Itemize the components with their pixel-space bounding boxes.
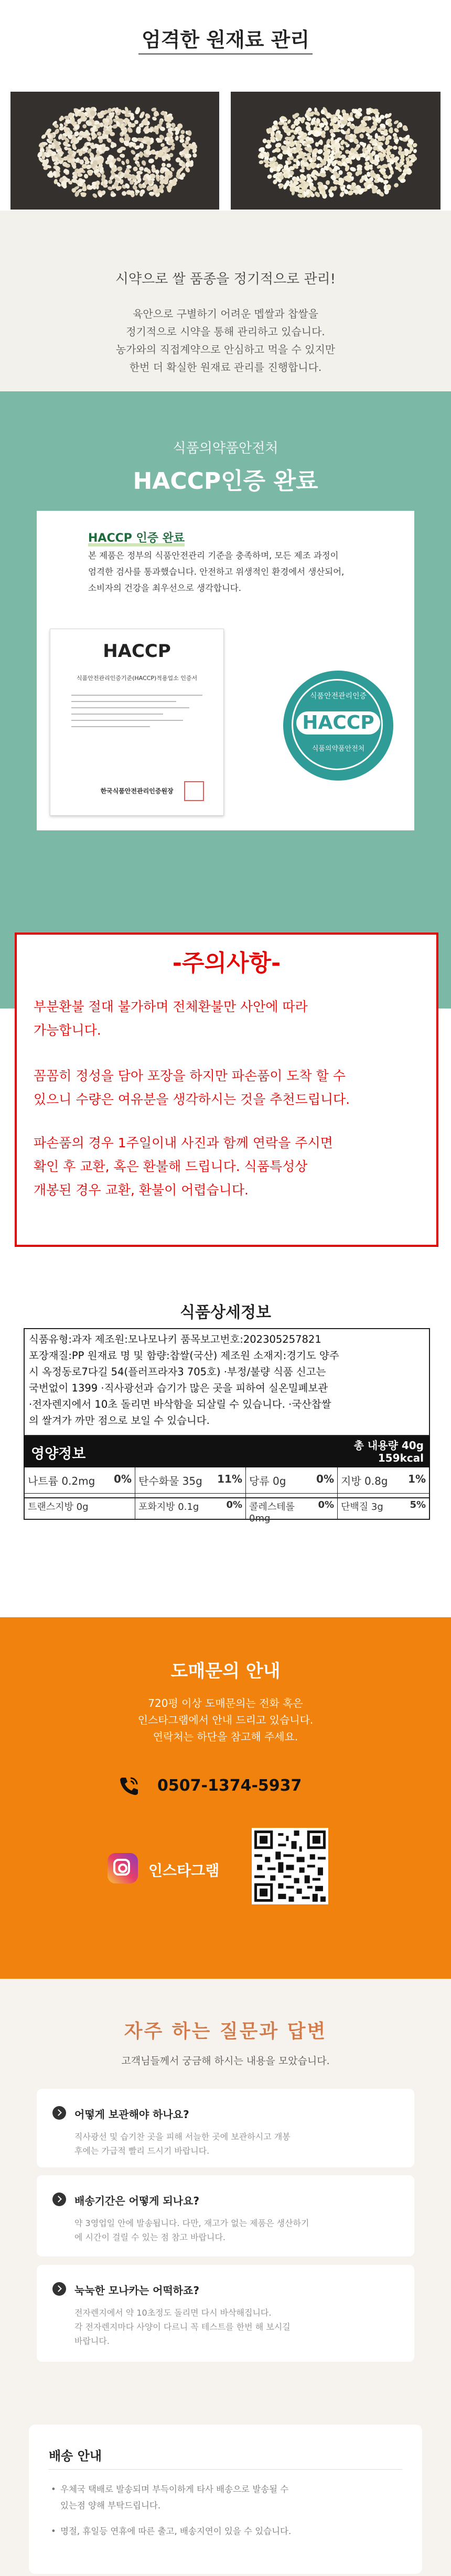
haccp-card-body: 본 제품은 정부의 식품안전관리 기준을 충족하며, 모든 제조 과정이 엄격한 검사를 통과했습니다. 안전하고 위생적인 환경에서 생산되어, 소비자의 건강을 최우선으로 생각합니다. <box>88 551 345 593</box>
shipping-item-cont: 있는점 양해 부탁드립니다. <box>60 2501 161 2511</box>
rice-grain <box>393 182 400 188</box>
rice-grain <box>289 180 293 184</box>
faq-item[interactable] <box>37 2265 414 2362</box>
faq-question: 배송기간은 어떻게 되나요? <box>74 2195 200 2207</box>
rice-grain <box>265 144 272 149</box>
nutrition-header <box>24 1436 430 1467</box>
shipping-divider <box>49 2469 402 2470</box>
faq-answer: 전자렌지에서 약 10초정도 돌리면 다시 바삭해집니다. 각 전자렌지마다 사양이 다르니 꼭 테스트를 한번 해 보시길 바랍니다. <box>74 2308 291 2346</box>
rice-grain <box>266 173 273 180</box>
rice-grain <box>293 181 298 184</box>
rice-grain <box>394 156 400 161</box>
rice-grain <box>178 133 185 140</box>
instagram-icon <box>108 1853 138 1883</box>
rice-grain <box>70 160 75 166</box>
rice-grain <box>130 180 134 185</box>
wholesale-title: 도매문의 안내 <box>170 1661 281 1682</box>
haccp-logo-arc: 식품안전관리인증 <box>309 692 367 700</box>
notice-box <box>15 933 438 1247</box>
wholesale-body: 720평 이상 도매문의는 전화 혹은 인스타그램에서 안내 드리고 있습니다. 연락처는 하단을 참고해 주세요. <box>137 1697 314 1743</box>
phone-number[interactable]: 0507-1374-5937 <box>157 1777 302 1795</box>
rice-grain <box>325 180 330 185</box>
faq-subtitle: 고객님들께서 궁금해 하시는 내용을 모았습니다. <box>121 2055 330 2067</box>
rice-grain <box>380 157 384 161</box>
rice-grain <box>382 164 389 169</box>
nutrition-title: 영양정보 <box>31 1446 86 1462</box>
rice-grain <box>378 117 381 122</box>
nutrition-kcal: 159kcal <box>378 1452 424 1464</box>
rice-grain <box>187 129 192 136</box>
haccp-certificate <box>50 629 224 816</box>
rice-grain <box>121 160 126 166</box>
chevron-right-icon <box>52 2193 66 2206</box>
rice-grain <box>72 175 78 180</box>
haccp-logo-mark: HACCP <box>296 711 380 735</box>
reagent-body: 육안으로 구별하기 어려운 멥쌀과 찹쌀을 정기적으로 시약을 통해 관리하고 있습니다. 농가와의 직접계약으로 안심하고 먹을 수 있지만 한번 더 확실한 원재료 관리를 진행합니다. <box>115 308 336 374</box>
instagram-link[interactable] <box>108 1853 220 1884</box>
reagent-headline: 시약으로 쌀 품종을 정기적으로 관리! <box>115 271 336 287</box>
shipping-title: 배송 안내 <box>49 2449 102 2463</box>
rice-grain <box>116 166 123 172</box>
rice-grain <box>175 135 179 141</box>
faq-question: 어떻게 보관해야 하나요? <box>74 2108 189 2121</box>
rice-grain <box>345 134 348 140</box>
rice-grain <box>159 119 163 125</box>
shipping-card <box>29 2425 422 2574</box>
rice-grain <box>111 112 115 118</box>
shipping-list <box>51 2481 291 2539</box>
reagent-section <box>0 211 451 391</box>
instagram-label[interactable]: 인스타그램 <box>148 1862 220 1879</box>
rice-grain <box>400 154 404 159</box>
faq-section <box>0 1979 451 2407</box>
rice-grain <box>413 149 417 154</box>
rice-grain <box>133 156 139 161</box>
rice-grain <box>130 149 136 155</box>
rice-grain <box>341 109 346 114</box>
certificate-heading: HACCP <box>103 641 171 662</box>
haccp-subtitle: 식품의약품안전처 <box>173 441 278 456</box>
notice-paragraph-3: 파손품의 경우 1주일이내 사진과 함께 연락을 주시면 확인 후 교환, 혹은 환불해 드립니다. 식품특성상 개봉된 경우 교환, 환불이 어렵습니다. <box>34 1135 333 1198</box>
rice-grain <box>139 192 144 197</box>
rice-grain <box>148 158 154 163</box>
nutrition-total: 총 내용량 40g <box>353 1439 424 1452</box>
qr-code-image <box>252 1828 328 1904</box>
rice-grain <box>259 160 264 165</box>
haccp-title: HACCP인증 완료 <box>133 468 318 495</box>
rice-grain <box>103 184 108 188</box>
certificate-lines <box>71 689 202 752</box>
wholesale-section <box>0 1617 451 1979</box>
rice-grain <box>125 159 130 165</box>
rice-grain <box>393 145 398 149</box>
rice-grain <box>262 138 267 144</box>
glutinous-rice-photo <box>10 92 219 210</box>
nutrition-row-2: 트랜스지방 0g 포화지방 0.1g 0% 콜레스테롤 0mg 0% 단백질 3g 5% <box>25 1494 429 1519</box>
notice-title: -주의사항- <box>172 950 281 977</box>
rice-grain <box>319 139 323 146</box>
raw-material-title: 엄격한 원재료 관리 <box>0 24 451 54</box>
rice-grain <box>314 110 320 117</box>
rice-grain <box>120 153 125 158</box>
faq-answer: 직사광선 및 습기찬 곳을 피해 서늘한 곳에 보관하시고 개봉 후에는 가급적 빨리 드시기 바랍니다. <box>74 2132 291 2156</box>
certificate-seal <box>184 781 204 801</box>
notice-paragraph-2: 꼼꼼히 정성을 담아 포장을 하지만 파손품이 도착 할 수 있으니 수량은 여유분을 생각하시는 것을 추천드립니다. <box>34 1068 350 1107</box>
haccp-card-heading: HACCP 인증 완료 <box>88 532 185 545</box>
rice-grain <box>346 128 351 133</box>
rice-grain <box>123 128 128 134</box>
certificate-issuer: 한국식품안전관리인증원장 <box>100 787 174 795</box>
rice-grain <box>107 179 113 185</box>
rice-grain <box>377 177 382 182</box>
rice-grain <box>400 178 406 183</box>
phone-row[interactable] <box>94 1774 357 1798</box>
non-glutinous-rice-photo <box>231 92 441 210</box>
rice-grain <box>149 192 155 195</box>
rice-grain <box>270 136 275 140</box>
rice-grain <box>111 167 117 171</box>
rice-grain <box>328 192 334 198</box>
rice-grain <box>130 115 135 121</box>
rice-grain <box>192 154 197 158</box>
rice-grain <box>144 117 148 123</box>
faq-title: 자주 하는 질문과 답변 <box>124 2021 327 2042</box>
faq-question: 눅눅한 모나카는 어떡하죠? <box>74 2284 200 2297</box>
shipping-item: • 명절, 휴일등 연휴에 따른 출고, 배송지연이 있을 수 있습니다. <box>51 2526 292 2536</box>
rice-grain <box>359 133 365 139</box>
nutrition-row-1: 나트륨 0.2mg 0% 탄수화물 35g 11% 당류 0g 0% 지방 0.8g 1% <box>25 1467 429 1494</box>
rice-grain <box>80 192 87 195</box>
rice-grain <box>147 145 151 150</box>
rice-grain <box>271 148 277 154</box>
notice-paragraph-1: 부분환불 절대 불가하며 전체환불만 사안에 따라 가능합니다. <box>34 999 308 1038</box>
certificate-subheading: 식품안전관리인증기준(HACCP)적용업소 인증서 <box>76 675 198 682</box>
chevron-right-icon <box>52 2106 66 2120</box>
rice-grain <box>45 159 49 165</box>
product-info-lines: 식품유형:과자 제조원:모나모나키 품목보고번호:202305257821 포장재질:PP 원재료 명 및 함량:찹쌀(국산) 제조원 소재지:경기도 양주 시 옥정동로7다길 54(플러프라자3 705호) ·부정/불량 식품 신고는 국번없이 1399 ·직사광선과 습기가 많은 곳을 피하여 실온밀폐보관 ·전자렌지에서 10초 돌리면 바삭함을 되살릴 수 있습니다. ·국산찹쌀 의 쌀겨가 까만 점으로 보일 수 있습니다. <box>29 1333 339 1427</box>
faq-item[interactable] <box>37 2175 414 2256</box>
rice-grain <box>159 126 165 131</box>
faq-answer: 약 3영업일 안에 발송됩니다. 다만, 재고가 없는 제품은 생산하기 에 시간이 걸릴 수 있는 점 참고 바랍니다. <box>74 2218 309 2242</box>
rice-grain <box>386 112 392 118</box>
haccp-logo-bottom: 식품의약품안전처 <box>312 745 365 753</box>
rice-grain <box>166 163 171 168</box>
rice-grain <box>152 116 157 121</box>
haccp-logo <box>283 671 393 781</box>
faq-item[interactable] <box>37 2089 414 2167</box>
rice-grain <box>306 190 309 195</box>
rice-grain <box>185 154 191 158</box>
chevron-right-icon <box>52 2282 66 2296</box>
shipping-item: • 우체국 택배로 발송되며 부득이하게 타사 배송으로 발송될 수 <box>51 2484 289 2494</box>
rice-grain <box>397 167 402 173</box>
product-info-title: 식품상세정보 <box>180 1303 271 1322</box>
phone-icon <box>118 1775 140 1796</box>
qr-code[interactable] <box>252 1828 328 1904</box>
nutrition-table <box>24 1467 430 1524</box>
